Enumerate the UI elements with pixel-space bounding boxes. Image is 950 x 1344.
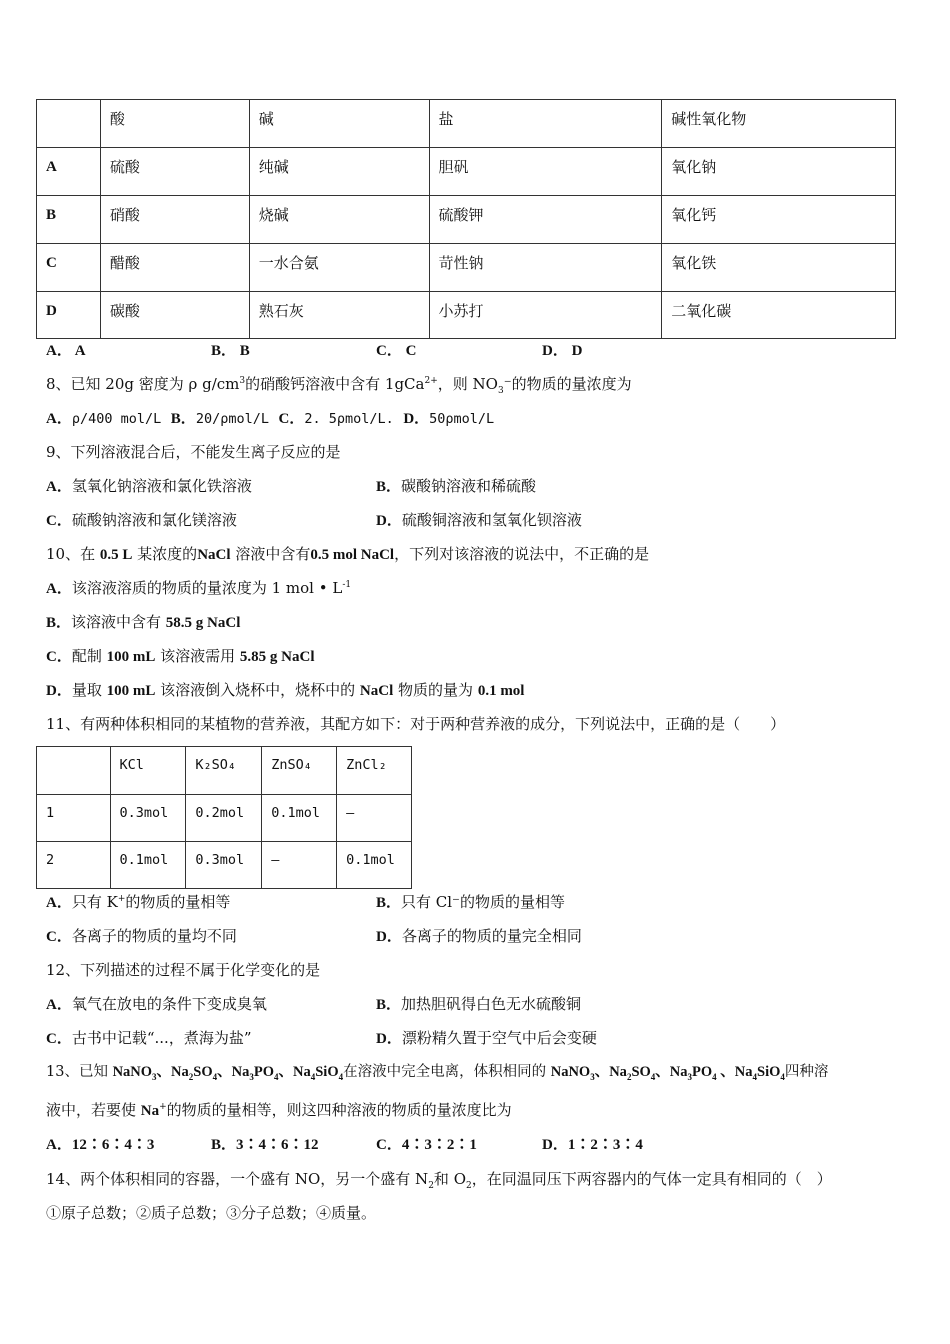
table-header-cell: ZnSO₄	[271, 757, 312, 773]
table-cell: 氧化钠	[671, 158, 717, 176]
q13-option-a[interactable]: A．12∶6∶4∶3	[46, 1137, 155, 1153]
q9-option-a[interactable]: A．氢氧化钠溶液和氯化铁溶液	[46, 477, 252, 495]
table-cell: 醋酸	[109, 254, 140, 272]
q7-option-a[interactable]: A． A	[46, 343, 86, 359]
table-header-cell: KCl	[119, 757, 144, 773]
table-cell: 0.1mol	[346, 852, 395, 868]
q11-option-b[interactable]: B．只有 Cl⁻的物质的量相等	[376, 893, 565, 911]
table-row	[37, 842, 412, 889]
row-label: C	[46, 255, 57, 271]
q13-stem-line2: 液中，若要使 Na+的物质的量相等，则这四种溶液的物质的量浓度比为	[46, 1101, 512, 1119]
table-header-cell: 碱	[249, 100, 429, 148]
q8-option-a[interactable]: A．ρ/400 mol/L	[46, 411, 162, 427]
table-cell: 一水合氨	[258, 254, 319, 272]
row-label: B	[46, 207, 57, 223]
table-header-row	[37, 747, 412, 795]
table-cell: 硝酸	[109, 206, 140, 224]
q11-stem: 11、有两种体积相同的某植物的营养液，其配方如下：对于两种营养液的成分，下列说法中，正确的是（ ）	[46, 715, 786, 733]
q14-items: ①原子总数；②质子总数；③分子总数；④质量。	[46, 1204, 377, 1222]
table-header-cell: 盐	[429, 100, 662, 148]
q12-stem: 12、下列描述的过程不属于化学变化的是	[46, 961, 321, 979]
table-cell: 苛性钠	[438, 254, 484, 272]
row-label: A	[46, 159, 57, 175]
table-cell: 熟石灰	[258, 302, 304, 320]
q13-option-b[interactable]: B．3∶4∶6∶12	[211, 1137, 319, 1153]
q8-stem: 8、已知 20g 密度为 ρ $g/cm^3$的硝酸钙溶液中含有 1gCa$^{2+}$，则 $NO_3^-$的物质的量浓度为	[46, 375, 632, 396]
table-cell: —	[346, 805, 355, 821]
q13-option-c[interactable]: C．4∶3∶2∶1	[376, 1137, 477, 1153]
q11-option-c[interactable]: C．各离子的物质的量均不同	[46, 927, 237, 945]
row-label: 1	[46, 805, 55, 821]
table-cell: 胆矾	[438, 158, 469, 176]
table-header-row	[37, 100, 896, 148]
table-row	[37, 148, 896, 196]
table-cell: 0.1mol	[119, 852, 169, 868]
table-cell: 0.1mol	[271, 805, 321, 821]
table-header-cell: K₂SO₄	[195, 757, 237, 773]
q9-option-b[interactable]: B．碳酸钠溶液和稀硫酸	[376, 477, 537, 495]
q10-option-b[interactable]: B．该溶液中含有 58.5 g NaCl	[46, 613, 241, 631]
q10-option-c[interactable]: C．配制 100 mL 该溶液需用 5.85 g NaCl	[46, 647, 315, 665]
table-cell: 硫酸钾	[438, 206, 484, 224]
q8-option-b[interactable]: B．20/ρmol/L	[170, 411, 269, 427]
table-header-cell: ZnCl₂	[346, 757, 387, 773]
table-row	[37, 244, 896, 292]
q12-option-c[interactable]: C．古书中记载“...，煮海为盐”	[46, 1029, 252, 1047]
q9-stem: 9、下列溶液混合后，不能发生离子反应的是	[46, 443, 341, 461]
q12-option-d[interactable]: D．漂粉精久置于空气中后会变硬	[376, 1029, 597, 1047]
q9-option-d[interactable]: D．硫酸铜溶液和氢氧化钡溶液	[376, 511, 582, 529]
q8-options	[46, 411, 494, 427]
table-cell: 烧碱	[258, 206, 289, 224]
q13-option-d[interactable]: D．1∶2∶3∶4	[542, 1137, 643, 1153]
q8-option-d[interactable]: D．50ρmol/L	[403, 411, 495, 427]
q14-stem: 14、两个体积相同的容器，一个盛有 NO，另一个盛有 $N_2$和 $O_2$，在同温同压下两容器内的气体一定具有相同的（ ）	[46, 1170, 832, 1191]
row-label: 2	[46, 852, 55, 868]
q7-option-b[interactable]: B． B	[211, 343, 250, 359]
table-cell: 纯碱	[258, 158, 289, 176]
table-cell: 二氧化碳	[671, 302, 732, 320]
q11-nutrient-table	[36, 746, 412, 889]
table-cell: —	[271, 852, 280, 868]
table-row	[37, 196, 896, 244]
q7-option-d[interactable]: D． D	[542, 343, 583, 359]
table-cell: 硫酸	[109, 158, 140, 176]
table-header-cell	[37, 100, 101, 148]
q12-option-b[interactable]: B．加热胆矾得白色无水硫酸铜	[376, 995, 582, 1013]
table-row	[37, 795, 412, 842]
row-label: D	[46, 303, 57, 319]
q10-option-a[interactable]: A．该溶液溶质的物质的量浓度为 1 mol • $L^{-1}$	[46, 579, 352, 597]
q11-option-d[interactable]: D．各离子的物质的量完全相同	[376, 927, 582, 945]
table-cell: 氧化钙	[671, 206, 717, 224]
q8-option-c[interactable]: C．2. 5ρmol/L.	[278, 411, 394, 427]
q7-option-c[interactable]: C． C	[376, 343, 417, 359]
table-row	[37, 292, 896, 339]
table-cell: 氧化铁	[671, 254, 717, 272]
q11-option-a[interactable]: A．只有 K+的物质的量相等	[46, 893, 231, 911]
table-cell: 小苏打	[438, 302, 484, 320]
table-cell: 0.3mol	[195, 852, 245, 868]
q12-option-a[interactable]: A．氧气在放电的条件下变成臭氧	[46, 995, 267, 1013]
table-cell: 0.3mol	[119, 805, 169, 821]
q10-option-d[interactable]: D．量取 100 mL 该溶液倒入烧杯中，烧杯中的 NaCl 物质的量为 0.1 mol	[46, 681, 525, 699]
q13-stem-line1: 13、已知 NaNO$_3$、$Na_2SO_4$、$Na_3PO_4$、$Na_4SiO_4$在溶液中完全电离，体积相同的 NaNO$_3$、$Na_2SO_4$、$Na_3PO_4$ 、$Na_4SiO_4$四种溶	[46, 1064, 829, 1082]
q9-option-c[interactable]: C．硫酸钠溶液和氯化镁溶液	[46, 511, 237, 529]
table-cell: 碳酸	[109, 302, 140, 320]
table-header-cell: 碱性氧化物	[662, 100, 896, 148]
table-cell: 0.2mol	[195, 805, 245, 821]
q7-classification-table	[36, 99, 896, 339]
q10-stem: 10、在 0.5 L 某浓度的NaCl 溶液中含有0.5 mol NaCl，下列对该溶液的说法中，不正确的是	[46, 545, 650, 563]
table-header-cell: 酸	[100, 100, 249, 148]
